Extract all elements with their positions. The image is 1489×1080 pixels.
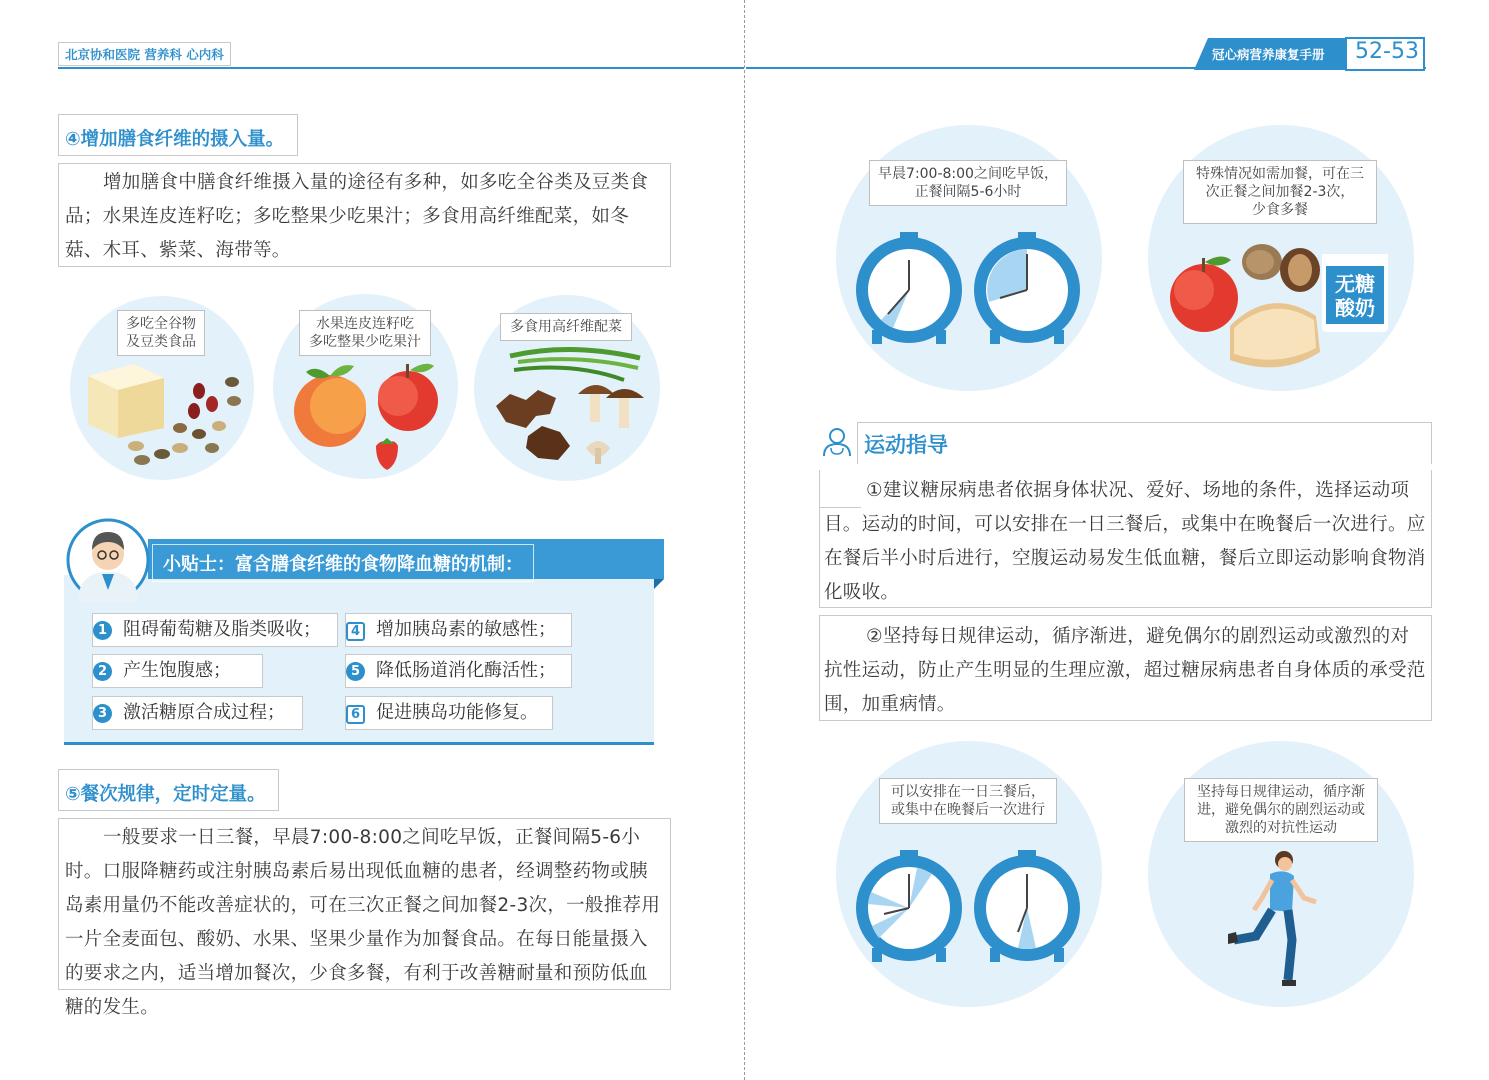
tip-text-4: 增加胰岛素的敏感性；: [376, 619, 556, 640]
fiber-paragraph: 增加膳食中膳食纤维摄入量的途径有多种，如多吃全谷类及豆类食品；水果连皮连籽吃；多吃整果少吃果汁；多食用高纤维配菜，如冬菇、木耳、紫菜、海带等。: [58, 163, 671, 267]
running-caption: 坚持每日规律运动，循序渐 进，避免偶尔的剧烈运动或 激烈的对抗性运动: [1184, 778, 1378, 842]
page-numbers: 52-53: [1355, 39, 1419, 64]
tip-text-5: 降低肠道消化酶活性；: [376, 660, 556, 681]
meals-title: ⑤餐次规律，定时定量。: [65, 784, 266, 805]
exercise-paragraph-1: ①建议糖尿病患者依据身体状况、爱好、场地的条件，选择运动项目。运动的时间，可以安排在一日三餐后，或集中在晚餐后一次进行。应在餐后半小时后进行，空腹运动易发生低血糖，餐后立即运动影响食物消化吸收。: [819, 470, 1432, 608]
tip-item-2: [92, 654, 263, 688]
book-title: 冠心病营养康复手册: [1212, 47, 1325, 62]
tip-item-1: [92, 613, 338, 647]
runner-illustration: [1222, 846, 1332, 996]
tip-number-1: 1: [93, 621, 112, 640]
grains-caption: 多吃全谷物 及豆类食品: [117, 310, 205, 356]
fruit-illustration: [290, 356, 450, 476]
exercise-paragraph-2: ②坚持每日规律运动，循序渐进，避免偶尔的剧烈运动或激烈的对抗性运动，防止产生明显的生理应激，超过糖尿病患者自身体质的承受范围，加重病情。: [819, 615, 1432, 721]
tip-number-6: 6: [346, 705, 365, 724]
header-left-rule: [58, 67, 744, 69]
tip-number-5: 5: [346, 662, 365, 681]
tip-item-5: [345, 654, 572, 688]
tip-number-2: 2: [93, 662, 112, 681]
tip-text-1: 阻碍葡萄糖及脂类吸收；: [123, 619, 321, 640]
tip-text-3: 激活糖原合成过程；: [123, 702, 285, 723]
meals-paragraph: 一般要求一日三餐，早晨7:00-8:00之间吃早饭，正餐间隔5-6小时。口服降糖药或注射胰岛素后易出现低血糖的患者，经调整药物或胰岛素用量仍不能改善症状的，可在三次正餐之间加餐2-3次，一般推荐用一片全麦面包、酸奶、水果、坚果少量作为加餐食品。在每日能量摄入的要求之内，适当增加餐次，少食多餐，有利于改善糖耐量和预防低血糖的发生。: [58, 818, 671, 990]
veg-caption: 多食用高纤维配菜: [500, 313, 632, 341]
fruit-caption: 水果连皮连籽吃 多吃整果少吃果汁: [299, 310, 431, 356]
fiber-title: ④增加膳食纤维的摄入量。: [65, 129, 285, 150]
meals-title-box: [58, 769, 279, 811]
tip-item-3: [92, 696, 303, 730]
exercise-title: 运动指导: [864, 433, 948, 457]
breakfast-caption: 早晨7:00-8:00之间吃早饭， 正餐间隔5-6小时: [869, 160, 1067, 206]
tip-text-2: 产生饱腹感；: [123, 660, 231, 681]
page-fold-divider: [744, 0, 745, 1080]
tofu-beans-illustration: [84, 356, 254, 476]
tip-header-fold: [654, 579, 666, 589]
doctor-icon: [820, 426, 854, 458]
tip-text-6: 促进胰岛功能修复。: [376, 702, 538, 723]
fiber-title-box: [58, 114, 298, 156]
breakfast-clocks-illustration: [852, 230, 1092, 350]
tip-bottom-rule: [64, 742, 654, 745]
doctor-avatar: [66, 518, 150, 602]
header-left-label: 北京协和医院 营养科 心内科: [58, 42, 231, 66]
timing-clocks-illustration: [852, 848, 1092, 968]
tip-number-4: 4: [346, 622, 365, 641]
exercise-para1-top-rule: [819, 507, 861, 508]
tip-item-6: [345, 696, 553, 730]
mushroom-seaweed-illustration: [488, 344, 658, 474]
timing-caption: 可以安排在一日三餐后， 或集中在晚餐后一次进行: [879, 778, 1057, 824]
exercise-title-box: [857, 422, 1432, 464]
tip-number-3: 3: [93, 704, 112, 723]
tip-item-4: [345, 613, 572, 647]
tip-title: 小贴士：富含膳食纤维的食物降血糖的机制：: [152, 544, 534, 582]
snack-caption: 特殊情况如需加餐，可在三 次正餐之间加餐2-3次， 少食多餐: [1183, 160, 1377, 224]
yogurt-label: 无糖 酸奶: [1335, 272, 1375, 320]
